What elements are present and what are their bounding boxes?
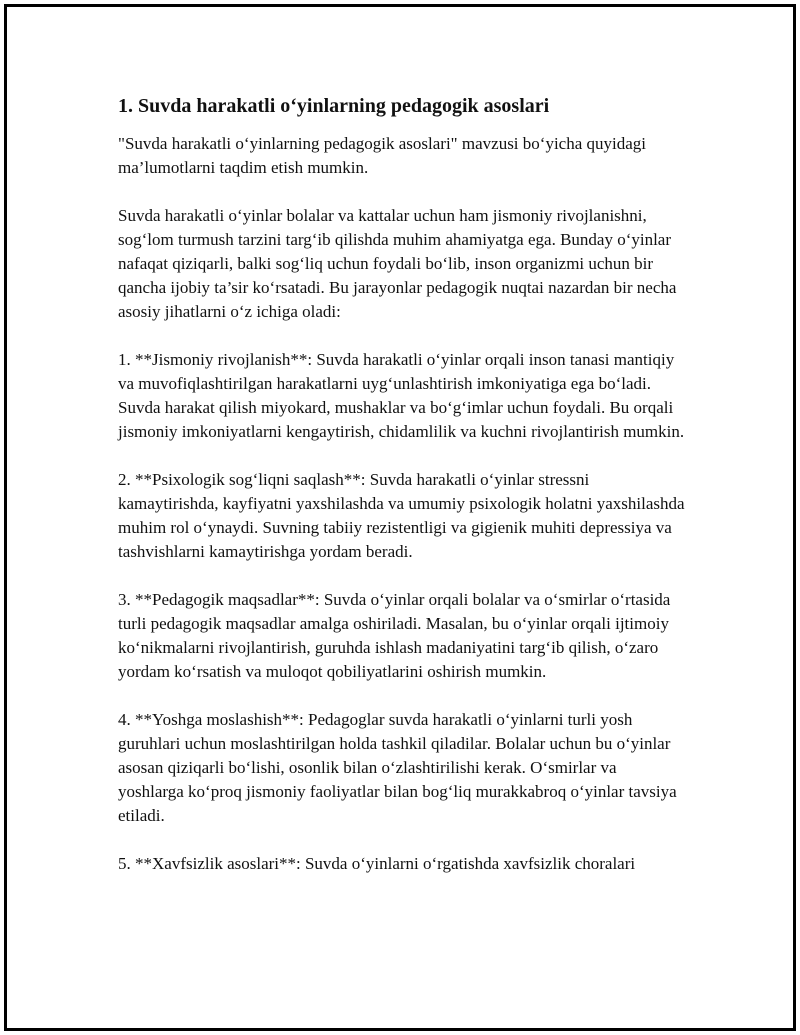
list-item-age-adaptation: 4. **Yoshga moslashish**: Pedagoglar suvda harakatli o‘yinlarni turli yosh guruhlari uchun moslashtirilgan holda tashkil qiladilar. Bolalar uchun bu o‘yinlar asosan qiziqarli bo‘lishi, osonlik bilan o‘zlashtirilishi kerak. O‘smirlar va yoshlarga ko‘proq jismoniy faoliyatlar bilan bog‘liq murakkabroq o‘yinlar tavsiya etiladi. bbox=[118, 710, 677, 825]
overview-paragraph: Suvda harakatli o‘yinlar bolalar va kattalar uchun ham jismoniy rivojlanishni, sog‘lom turmush tarzini targ‘ib qilishda muhim ahamiyatga ega. Bunday o‘yinlar nafaqat qiziqarli, balki sog‘liq uchun foydali bo‘lib, inson organizmi uchun bir qancha ijobiy ta’sir ko‘rsatadi. Bu jarayonlar pedagogik nuqtai nazardan bir necha asosiy jihatlarni o‘z ichiga oladi: bbox=[118, 206, 677, 321]
list-item-safety-basics: 5. **Xavfsizlik asoslari**: Suvda o‘yinlarni o‘rgatishda xavfsizlik choralari bbox=[118, 854, 636, 873]
list-item-psychological-health: 2. **Psixologik sog‘liqni saqlash**: Suvda harakatli o‘yinlar stressni kamaytirishda, kayfiyatni yaxshilashda va umumiy psixologik holatni yaxshilashda muhim rol o‘ynaydi. Suvning tabiiy rezistentligi va gigienik muhiti depressiya va tashvishlarni kamaytirishga yordam beradi. bbox=[118, 470, 685, 561]
list-item-pedagogical-goals: 3. **Pedagogik maqsadlar**: Suvda o‘yinlar orqali bolalar va o‘smirlar o‘rtasida turli pedagogik maqsadlar amalga oshiriladi. Masalan, bu o‘yinlar orqali ijtimoiy ko‘nikmalarni rivojlantirish, guruhda ishlash madaniyatini targ‘ib qilish, o‘zaro yordam ko‘rsatish va muloqot qobiliyatlarini oshirish mumkin. bbox=[118, 590, 671, 681]
list-item-physical-development: 1. **Jismoniy rivojlanish**: Suvda harakatli o‘yinlar orqali inson tanasi mantiqiy va muvofiqlashtirilgan harakatlarni uyg‘unlashtirish imkoniyatiga ega bo‘ladi. Suvda harakat qilish miyokard, mushaklar va bo‘g‘imlar uchun foydali. Bu orqali jismoniy imkoniyatlarni kengaytirish, chidamlilik va kuchni rivojlantirish mumkin. bbox=[118, 350, 685, 441]
document-body bbox=[118, 92, 686, 900]
document-title: 1. Suvda harakatli o‘yinlarning pedagogik asoslari bbox=[118, 95, 550, 117]
intro-paragraph: "Suvda harakatli o‘yinlarning pedagogik asoslari" mavzusi bo‘yicha quyidagi ma’lumotlarni taqdim etish mumkin. bbox=[118, 134, 646, 177]
